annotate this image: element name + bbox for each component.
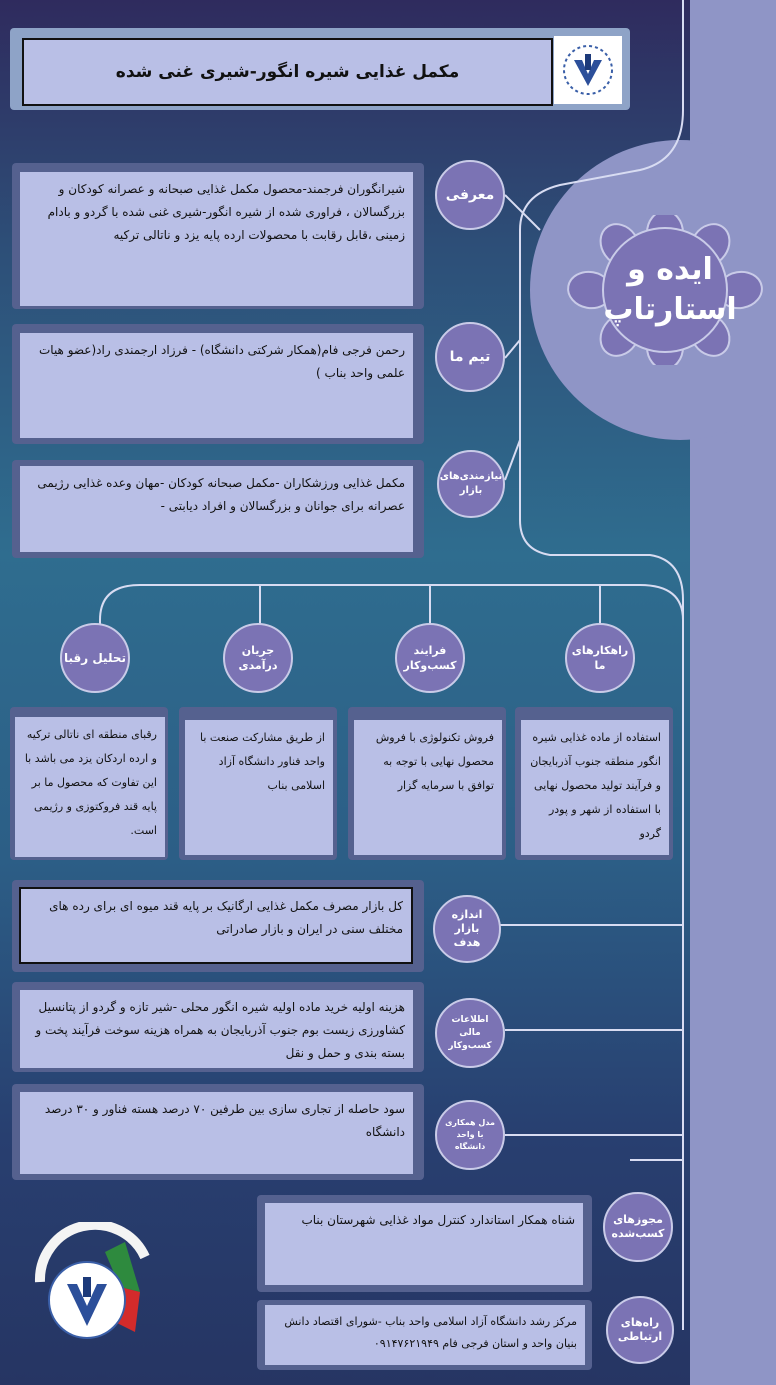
page-title: مکمل غذایی شیره انگور-شیری غنی شده (22, 38, 553, 106)
process-label: فرایند کسب‌وکار (395, 623, 465, 693)
idea-badge-text (590, 250, 750, 330)
finance-label: اطلاعات مالی کسب‌وکار (435, 998, 505, 1068)
badge-line-2: استارتاپ (603, 292, 737, 327)
team-text: رحمن فرجی فام(همکار شرکتی دانشگاه) - فرزاد ارجمندی راد(عضو هیات علمی واحد بناب ) (20, 333, 413, 438)
process-text: فروش تکنولوژی با فروش محصول نهایی با توجه به توافق با سرمایه گزار (354, 720, 502, 855)
solutions-label: راهکارهای ما (565, 623, 635, 693)
university-emblem-icon (560, 42, 616, 98)
cooperation-text: سود حاصله از تجاری سازی بین طرفین ۷۰ درصد هسته فناور و ۳۰ درصد دانشگاه (20, 1092, 413, 1174)
contact-text: مرکز رشد دانشگاه آزاد اسلامی واحد بناب -شورای اقتصاد دانش بنیان واحد و استان فرجی فام ۰۹۱۴۷۶۲۱۹۴۹ (265, 1305, 585, 1365)
finance-text: هزینه اولیه خرید ماده اولیه شیره انگور محلی -شیر تازه و گردو از پتانسیل کشاورزی زیست بوم جنوب آذربایجان به همراه هزینه سوخت فرآیند پخت و بسته بندی و حمل و نقل (20, 990, 413, 1068)
cooperation-label: مدل همکاری با واحد دانشگاه (435, 1100, 505, 1170)
contact-label: راه‌های ارتباطی (606, 1296, 674, 1364)
rivals-label: تحلیل رقبا (60, 623, 130, 693)
intro-text: شیرانگوران فرجمند-محصول مکمل غذایی صبحانه و عصرانه کودکان و بزرگسالان ، فراوری شده از شیره انگور-شیری غنی شده با گردو و بادام زمینی ،قابل رقابت با محصولات ارده پایه یزد و ناتالی ترکیه (20, 172, 413, 306)
market-label: اندازه بازار هدف (433, 895, 501, 963)
rivals-text: رقبای منطقه ای ناتالی ترکیه و ارده اردکان یزد می باشد با این تفاوت که محصول ما بر پایه قند فروکتوزی و رژیمی است. (15, 717, 165, 857)
needs-label: نیازمندی‌های بازار (437, 450, 505, 518)
market-text: کل بازار مصرف مکمل غذایی ارگانیک بر پایه قند میوه ای برای رده های مختلف سنی در ایران و بازار صادراتی (19, 887, 413, 964)
solutions-text: استفاده از ماده غذایی شیره انگور منطقه جنوب آذربایجان و فرآیند تولید محصول نهایی با استفاده از شهر و پودر گردو (521, 720, 669, 855)
intro-label: معرفی (435, 160, 505, 230)
anniversary-emblem-icon (15, 1222, 165, 1372)
team-label: تیم ما (435, 322, 505, 392)
needs-text: مکمل غذایی ورزشکاران -مکمل صبحانه کودکان -مهان وعده غذایی رژیمی عصرانه برای جوانان و بزرگسالان و افراد دیابتی - (20, 466, 413, 552)
revenue-text: از طریق مشارکت صنعت با واحد فناور دانشگاه آزاد اسلامی بناب (185, 720, 333, 855)
badge-line-1: ایده و (627, 252, 713, 287)
university-logo (554, 36, 622, 104)
revenue-label: جریان درآمدی (223, 623, 293, 693)
permits-label: مجوزهای کسب‌شده (603, 1192, 673, 1262)
permits-text: شناه همکار استاندارد کنترل مواد غذایی شهرستان بناب (265, 1203, 583, 1285)
